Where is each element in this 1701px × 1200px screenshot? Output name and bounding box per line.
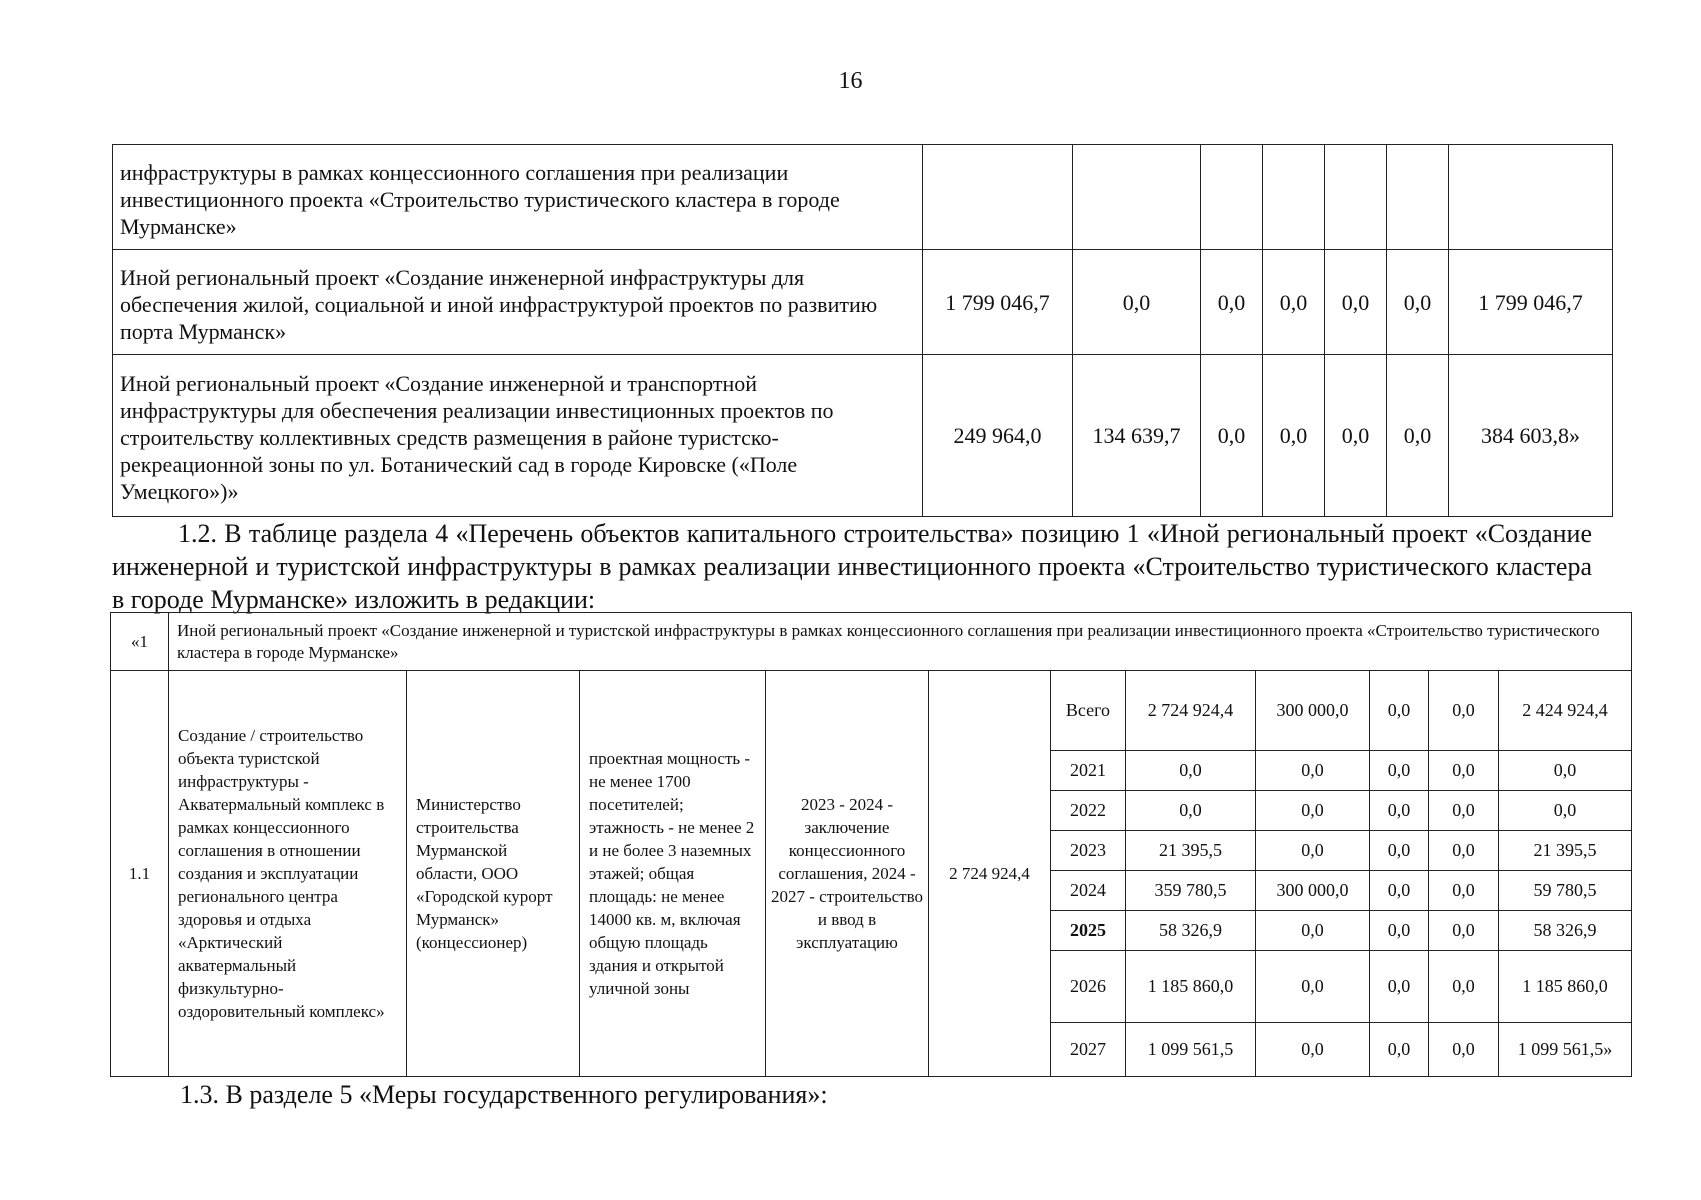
value-cell: 0,0 <box>1325 250 1387 355</box>
project-name-cell: Иной региональный проект «Создание инженерной инфраструктуры для обеспечения жилой, социальной и иной инфраструктурой проектов по развитию порта Мурманск» <box>113 250 923 355</box>
year-cell: Всего <box>1051 671 1126 751</box>
value-cell: 58 326,9 <box>1126 911 1256 951</box>
value-cell: 0,0 <box>1263 355 1325 517</box>
value-cell: 0,0 <box>1370 751 1429 791</box>
value-cell: 21 395,5 <box>1126 831 1256 871</box>
value-cell: 1 185 860,0 <box>1499 951 1632 1023</box>
value-cell: 0,0 <box>1370 871 1429 911</box>
value-cell: 1 099 561,5 <box>1126 1023 1256 1077</box>
year-cell: 2027 <box>1051 1023 1126 1077</box>
value-cell: 0,0 <box>1429 1023 1499 1077</box>
value-cell: 0,0 <box>1370 951 1429 1023</box>
value-cell: 0,0 <box>1370 911 1429 951</box>
value-cell <box>1073 145 1201 250</box>
value-cell: 384 603,8» <box>1449 355 1613 517</box>
project-name-cell: инфраструктуры в рамках концессионного соглашения при реализации инвестиционного проекта «Строительство туристического кластера в городе Мурманске» <box>113 145 923 250</box>
value-cell: 0,0 <box>1256 1023 1370 1077</box>
value-cell: 21 395,5 <box>1499 831 1632 871</box>
total-cost-cell: 2 724 924,4 <box>929 671 1051 1077</box>
year-cell: 2024 <box>1051 871 1126 911</box>
table-row <box>113 145 1613 250</box>
value-cell: 0,0 <box>1387 355 1449 517</box>
value-cell: 0,0 <box>1256 791 1370 831</box>
value-cell: 0,0 <box>1263 250 1325 355</box>
table-row <box>111 671 1632 751</box>
value-cell: 0,0 <box>1499 751 1632 791</box>
project-name-cell: Иной региональный проект «Создание инженерной и транспортной инфраструктуры для обеспечения реализации инвестиционных проектов по строительству коллективных средств размещения в районе туристско-рекреационной зоны по ул. Ботанический сад в городе Кировске («Поле Умецкого»)» <box>113 355 923 517</box>
top-table <box>112 144 1613 517</box>
value-cell: 300 000,0 <box>1256 671 1370 751</box>
paragraph-1-3: 1.3. В разделе 5 «Меры государственного регулирования»: <box>180 1080 828 1109</box>
value-cell: 0,0 <box>1201 250 1263 355</box>
value-cell: 0,0 <box>1370 831 1429 871</box>
value-cell: 0,0 <box>1370 791 1429 831</box>
page-number: 16 <box>838 68 863 94</box>
value-cell: 249 964,0 <box>923 355 1073 517</box>
bottom-table <box>110 612 1632 1077</box>
table-row <box>113 355 1613 517</box>
value-cell: 58 326,9 <box>1499 911 1632 951</box>
object-name-cell: Создание / строительство объекта туристской инфраструктуры - Акватермальный комплекс в рамках концессионного соглашения в отношении создания и эксплуатации регионального центра здоровья и отдыха «Арктический акватермальный физкультурно-оздоровительный комплекс» <box>169 671 407 1077</box>
value-cell: 0,0 <box>1256 751 1370 791</box>
value-cell: 1 799 046,7 <box>1449 250 1613 355</box>
value-cell <box>1449 145 1613 250</box>
value-cell: 0,0 <box>1429 871 1499 911</box>
value-cell: 0,0 <box>1429 791 1499 831</box>
value-cell: 0,0 <box>1429 751 1499 791</box>
item-number-cell: 1.1 <box>111 671 169 1077</box>
value-cell: 1 799 046,7 <box>923 250 1073 355</box>
year-cell: 2025 <box>1051 911 1126 951</box>
value-cell: 0,0 <box>1429 831 1499 871</box>
value-cell: 0,0 <box>1256 951 1370 1023</box>
value-cell <box>1325 145 1387 250</box>
value-cell <box>1387 145 1449 250</box>
value-cell: 0,0 <box>1073 250 1201 355</box>
value-cell: 2 724 924,4 <box>1126 671 1256 751</box>
value-cell: 1 099 561,5» <box>1499 1023 1632 1077</box>
value-cell: 0,0 <box>1325 355 1387 517</box>
paragraph-1-2: 1.2. В таблице раздела 4 «Перечень объектов капитального строительства» позицию 1 «Иной региональный проект «Создание инженерной и туристской инфраструктуры в рамках реализации инвестиционного проекта «Строительство туристического кластера в городе Мурманске» изложить в редакции: <box>112 519 1592 614</box>
value-cell: 0,0 <box>1429 911 1499 951</box>
year-cell: 2021 <box>1051 751 1126 791</box>
value-cell <box>1263 145 1325 250</box>
table-row <box>113 250 1613 355</box>
value-cell: 0,0 <box>1256 911 1370 951</box>
value-cell: 1 185 860,0 <box>1126 951 1256 1023</box>
value-cell: 0,0 <box>1429 951 1499 1023</box>
characteristics-cell: проектная мощность - не менее 1700 посетителей; этажность - не менее 2 и не более 3 наземных этажей; общая площадь: не менее 14000 кв. м, включая общую площадь здания и открытой уличной зоны <box>580 671 766 1077</box>
value-cell: 134 639,7 <box>1073 355 1201 517</box>
value-cell: 0,0 <box>1126 751 1256 791</box>
year-cell: 2026 <box>1051 951 1126 1023</box>
timeline-cell: 2023 - 2024 - заключение концессионного соглашения, 2024 - 2027 - строительство и ввод в эксплуатацию <box>766 671 929 1077</box>
header-title-cell: Иной региональный проект «Создание инженерной и туристской инфраструктуры в рамках концессионного соглашения при реализации инвестиционного проекта «Строительство туристического кластера в городе Мурманске» <box>169 613 1632 671</box>
header-number-cell: «1 <box>111 613 169 671</box>
year-cell: 2022 <box>1051 791 1126 831</box>
value-cell: 2 424 924,4 <box>1499 671 1632 751</box>
value-cell: 59 780,5 <box>1499 871 1632 911</box>
value-cell: 300 000,0 <box>1256 871 1370 911</box>
value-cell: 0,0 <box>1126 791 1256 831</box>
value-cell: 0,0 <box>1370 1023 1429 1077</box>
value-cell <box>1201 145 1263 250</box>
year-cell: 2023 <box>1051 831 1126 871</box>
value-cell: 359 780,5 <box>1126 871 1256 911</box>
value-cell <box>923 145 1073 250</box>
value-cell: 0,0 <box>1370 671 1429 751</box>
value-cell: 0,0 <box>1256 831 1370 871</box>
responsible-cell: Министерство строительства Мурманской области, ООО «Городской курорт Мурманск» (концессионер) <box>407 671 580 1077</box>
table-row <box>111 613 1632 671</box>
value-cell: 0,0 <box>1429 671 1499 751</box>
value-cell: 0,0 <box>1387 250 1449 355</box>
value-cell: 0,0 <box>1499 791 1632 831</box>
value-cell: 0,0 <box>1201 355 1263 517</box>
